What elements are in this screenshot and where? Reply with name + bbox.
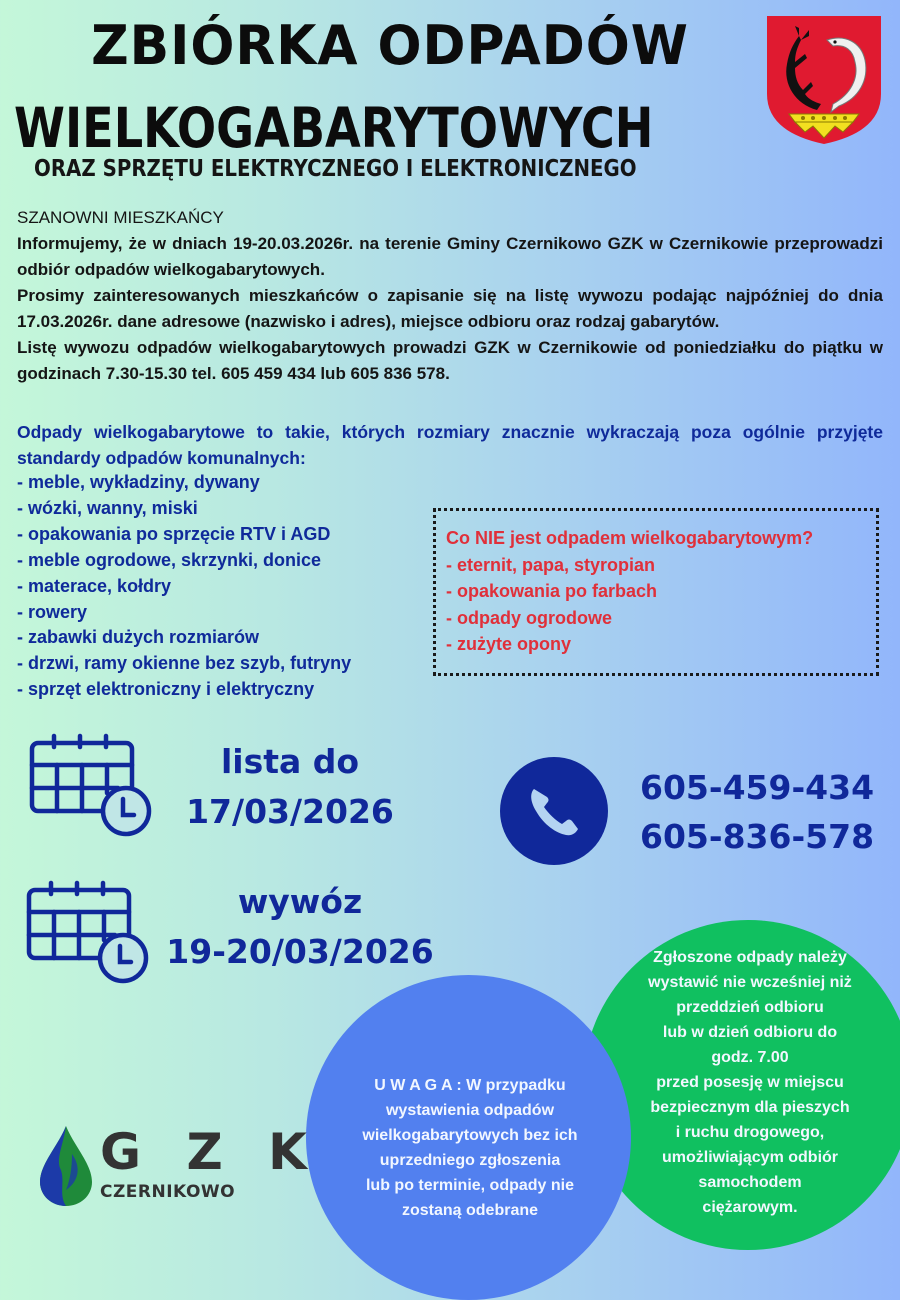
phone-number[interactable]: 605-459-434: [640, 768, 875, 807]
pickup-date: 19-20/03/2026: [166, 932, 434, 971]
list-item: - wózki, wanny, miski: [17, 497, 198, 518]
list-item: - opakowania po sprzęcie RTV i AGD: [17, 523, 331, 544]
note-line: wystawić nie wcześniej niż: [648, 974, 852, 991]
note-line: uprzedniego zgłoszenia: [379, 1152, 561, 1169]
pickup-label: wywóz: [237, 882, 363, 921]
pickup-block: [160, 877, 440, 977]
note-line: ciężarowym.: [702, 1199, 798, 1216]
poster-subtitle: ORAZ SPRZĘTU ELEKTRYCZNEGO I ELEKTRONICZNEGO: [34, 156, 637, 182]
logo-name: G Z K: [100, 1123, 321, 1181]
list-item: - opakowania po farbach: [446, 581, 658, 601]
note-line: wystawienia odpadów: [385, 1102, 555, 1119]
note-line: godz. 7.00: [711, 1049, 789, 1066]
note-line: przeddzień odbioru: [676, 999, 824, 1016]
phone-number[interactable]: 605-836-578: [640, 817, 875, 856]
list-item: - meble ogrodowe, skrzynki, donice: [17, 549, 322, 570]
placement-note: [620, 945, 880, 1220]
phone-numbers: [640, 763, 874, 861]
deadline-date: 17/03/2026: [186, 792, 394, 831]
list-item: - materace, kołdry: [17, 575, 172, 596]
list-item: - sprzęt elektroniczny i elektryczny: [17, 679, 315, 700]
note-line: przed posesję w miejscu: [656, 1074, 844, 1091]
intro-paragraph: Informujemy, że w dniach 19-20.03.2026r. na terenie Gminy Czernikowo GZK w Czernikowie przeprowadzi odbiór odpadów wielkogabarytowych.: [17, 234, 883, 279]
calendar-clock-icon: [25, 880, 149, 988]
note-line: i ruchu drogowego,: [675, 1124, 825, 1141]
list-item: - zabawki dużych rozmiarów: [17, 627, 260, 648]
list-item: - drzwi, ramy okienne bez szyb, futryny: [17, 653, 352, 674]
phone-icon: [500, 757, 608, 865]
note-line: wielkogabarytowych bez ich: [362, 1127, 578, 1144]
deadline-block: [170, 737, 410, 837]
list-item: - zużyte opony: [446, 634, 571, 654]
water-drop-logo-icon: [36, 1124, 96, 1208]
logo-place: CZERNIKOWO: [100, 1182, 236, 1202]
accepted-list: [17, 470, 437, 703]
not-accepted-title: Co NIE jest odpadem wielkogabarytowym?: [446, 528, 814, 548]
list-item: - meble, wykładziny, dywany: [17, 472, 260, 492]
poster-title-line1: ZBIÓRKA ODPADÓW: [91, 14, 689, 77]
note-line: bezpiecznym dla pieszych: [650, 1099, 850, 1116]
note-line: umożliwiającym odbiór: [661, 1149, 839, 1166]
warning-note: [330, 1073, 610, 1223]
deadline-label: lista do: [220, 742, 360, 781]
intro-section: [17, 205, 883, 387]
not-accepted-box: [433, 508, 879, 676]
calendar-clock-icon: [28, 733, 152, 841]
poster-title-line2: WIELKOGABARYTOWYCH: [14, 96, 654, 160]
coat-of-arms-icon: [765, 14, 883, 146]
intro-paragraph: Prosimy zainteresowanych mieszkańców o zapisanie się na listę wywozu podając najpóźniej do dnia 17.03.2026r. dane adresowe (nazwisko i adres), miejsce odbioru oraz rodzaj gabarytów.: [17, 286, 883, 331]
note-line: U W A G A : W przypadku: [374, 1077, 566, 1094]
note-line: zostaną odebrane: [401, 1202, 539, 1219]
intro-paragraph: Listę wywozu odpadów wielkogabarytowych prowadzi GZK w Czernikowie od poniedziałku do piątku w godzinach 7.30-15.30 tel. 605 459 434 lub 605 836 578.: [17, 338, 883, 383]
not-accepted-list: [446, 552, 866, 658]
accepted-lead: Odpady wielkogabarytowe to takie, których rozmiary znacznie wykraczają poza ogólnie przyjęte standardy odpadów komunalnych:: [17, 422, 883, 468]
greeting: SZANOWNI MIESZKAŃCY: [17, 208, 224, 227]
note-line: lub po terminie, odpady nie: [365, 1177, 574, 1194]
list-item: - odpady ogrodowe: [446, 607, 612, 628]
note-line: samochodem: [698, 1174, 802, 1191]
note-line: Zgłoszone odpady należy: [653, 949, 847, 966]
list-item: - rowery: [17, 601, 88, 622]
note-line: lub w dzień odbioru do: [662, 1024, 838, 1041]
list-item: - eternit, papa, styropian: [446, 554, 656, 575]
